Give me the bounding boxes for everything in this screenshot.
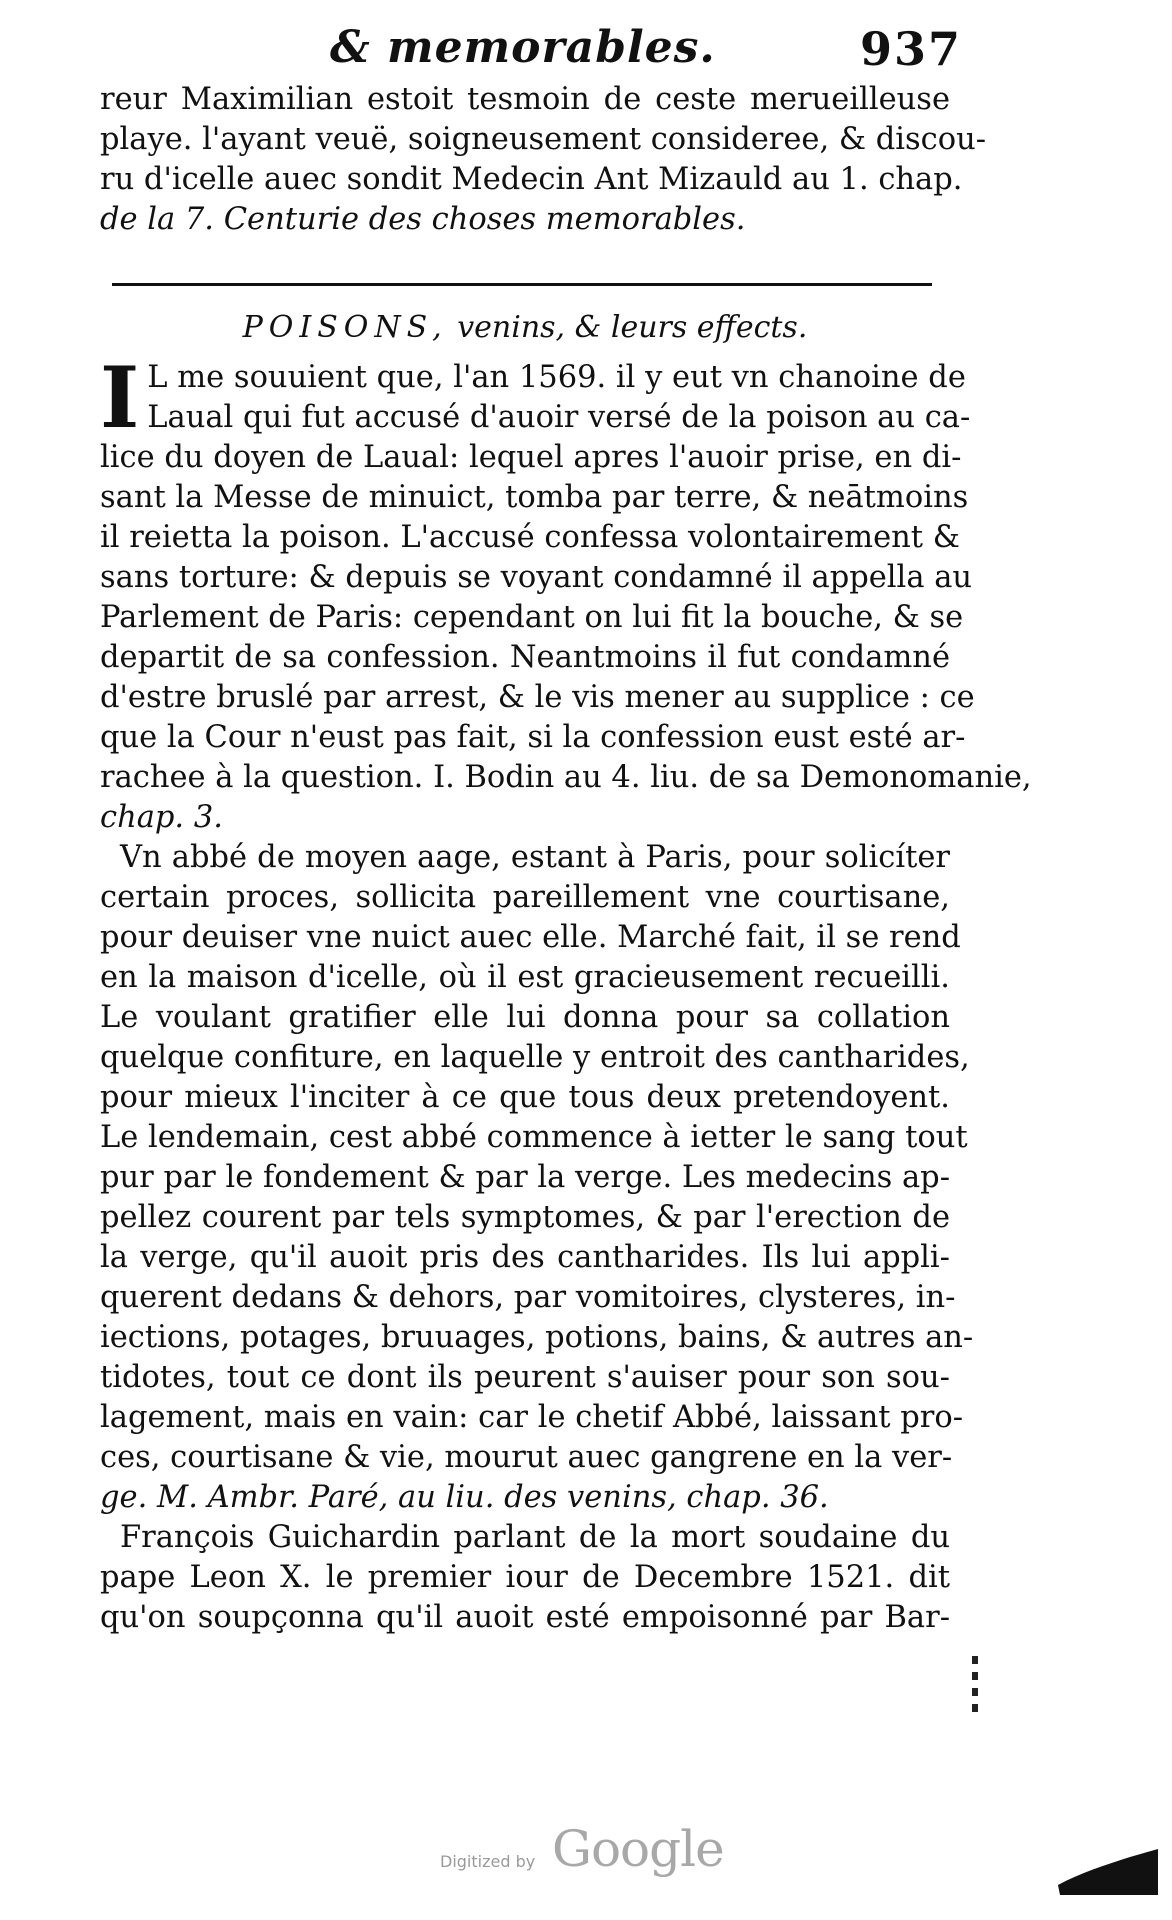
- section-heading-rest: venins, & leurs effects.: [457, 310, 808, 345]
- text-line: ces, courtisane & vie, mourut auec gangrene en la ver-: [100, 1440, 953, 1475]
- text-line: chap. 3.: [100, 800, 223, 835]
- text-line: Laual qui fut accusé d'auoir versé de la poison au ca-: [147, 400, 971, 435]
- text-line: de la 7. Centurie des choses memorables.: [100, 202, 746, 237]
- text-line: la verge, qu'il auoit pris des cantharides. Ils lui appli-: [100, 1240, 950, 1275]
- text-line: rachee à la question. I. Bodin au 4. liu. de sa Demonomanie,: [100, 760, 1032, 795]
- text-line: lice du doyen de Laual: lequel apres l'auoir prise, en di-: [100, 440, 962, 475]
- text-line: L me souuient que, l'an 1569. il y eut vn chanoine de: [147, 360, 966, 395]
- text-line: lagement, mais en vain: car le chetif Abbé, laissant pro-: [100, 1400, 964, 1435]
- paragraph-canon-of-laval: [100, 348, 1032, 838]
- continuation-paragraph: [100, 80, 987, 240]
- section-body: [100, 348, 1032, 1638]
- text-line: sans torture: & depuis se voyant condamné il appella au: [100, 560, 973, 595]
- text-line: ru d'icelle auec sondit Medecin Ant Mizauld au 1. chap.: [100, 162, 963, 197]
- text-line: pour mieux l'inciter à ce que tous deux pretendoyent.: [100, 1080, 950, 1115]
- watermark-small-text: Digitized by: [440, 1852, 536, 1871]
- text-line: Le voulant gratifier elle lui donna pour sa collation: [100, 1000, 950, 1035]
- text-line: ge. M. Ambr. Paré, au liu. des venins, chap. 36.: [100, 1480, 829, 1515]
- text-line: tidotes, tout ce dont ils peurent s'auiser pour son sou-: [100, 1360, 950, 1395]
- text-line: Vn abbé de moyen aage, estant à Paris, pour solicíter: [120, 840, 950, 875]
- text-line: querent dedans & dehors, par vomitoires, clysteres, in-: [100, 1280, 956, 1315]
- text-line: en la maison d'icelle, où il est gracieusement recueilli.: [100, 960, 950, 995]
- paragraph-abbot: [100, 838, 974, 1518]
- running-head: & memorables.: [330, 22, 716, 73]
- google-logo: Google: [552, 1820, 724, 1878]
- section-heading-caps: POISONS,: [242, 310, 448, 345]
- text-line: Parlement de Paris: cependant on lui fit la bouche, & se: [100, 600, 964, 635]
- text-line: d'estre bruslé par arrest, & le vis mener au supplice : ce: [100, 680, 975, 715]
- text-line: Le lendemain, cest abbé commence à ietter le sang tout: [100, 1120, 968, 1155]
- text-line: quelque confiture, en laquelle y entroit des cantharides,: [100, 1040, 970, 1075]
- text-line: iections, potages, bruuages, potions, bains, & autres an-: [100, 1320, 974, 1355]
- text-line: reur Maximilian estoit tesmoin de ceste merueilleuse: [100, 82, 950, 117]
- text-line: sant la Messe de minuict, tomba par terre, & neātmoins: [100, 480, 969, 515]
- digitization-watermark: [440, 1820, 800, 1880]
- text-line: qu'on soupçonna qu'il auoit esté empoisonné par Bar-: [100, 1600, 950, 1635]
- text-line: departit de sa confession. Neantmoins il fut condamné: [100, 640, 950, 675]
- text-line: pape Leon X. le premier iour de Decembre 1521. dit: [100, 1560, 950, 1595]
- text-line: François Guichardin parlant de la mort soudaine du: [120, 1520, 950, 1555]
- text-line: que la Cour n'eust pas fait, si la confession eust esté ar-: [100, 720, 966, 755]
- paragraph-guichardin: [100, 1518, 950, 1638]
- drop-cap: I: [100, 348, 140, 447]
- text-line: pur par le fondement & par la verge. Les medecins ap-: [100, 1160, 950, 1195]
- text-line: pour deuiser vne nuict auec elle. Marché fait, il se rend: [100, 920, 961, 955]
- ink-blot: [1050, 1845, 1160, 1897]
- section-rule: [112, 283, 932, 286]
- text-line: certain proces, sollicita pareillement vne courtisane,: [100, 880, 950, 915]
- text-line: il reietta la poison. L'accusé confessa volontairement &: [100, 520, 960, 555]
- text-line: playe. l'ayant veuë, soigneusement consideree, & discou-: [100, 122, 987, 157]
- text-line: pellez courent par tels symptomes, & par l'erection de: [100, 1200, 950, 1235]
- stray-ink-marks: [968, 1648, 980, 1718]
- page-number: 937: [860, 22, 963, 76]
- section-heading: [100, 308, 950, 348]
